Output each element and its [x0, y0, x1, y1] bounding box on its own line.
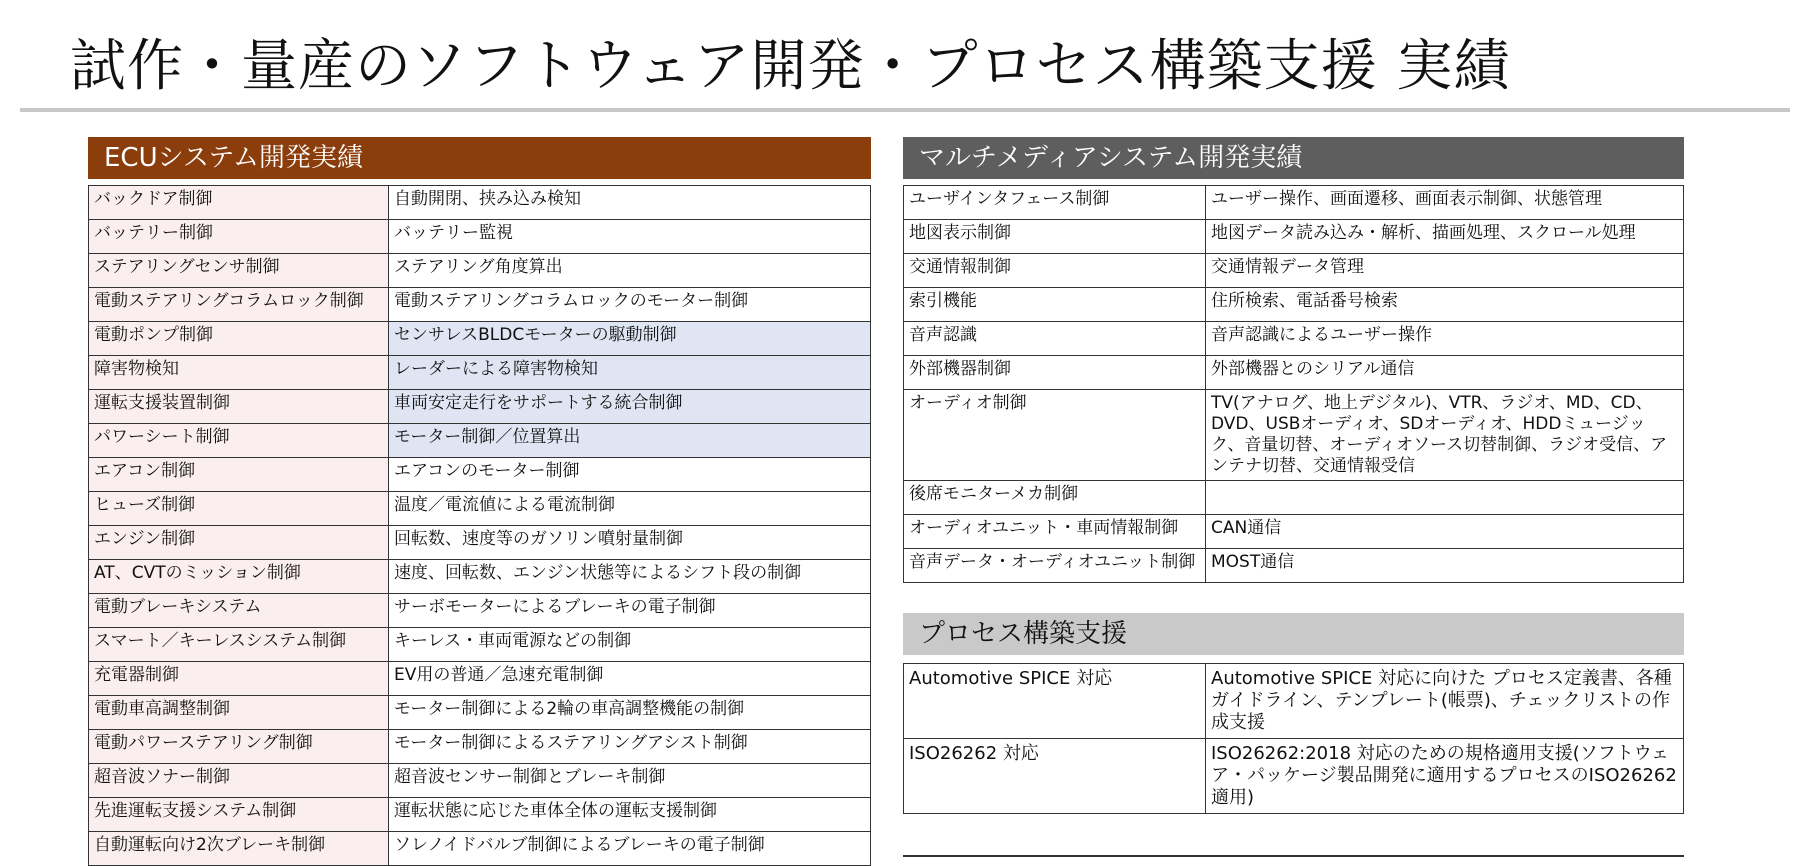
row-description-cell: モーター制御／位置算出 — [389, 424, 871, 458]
table-row — [904, 186, 1684, 220]
table-row — [904, 481, 1684, 515]
table-row — [89, 458, 871, 492]
row-name-cell: 電動ブレーキシステム — [89, 594, 389, 628]
row-description-cell: キーレス・車両電源などの制御 — [389, 628, 871, 662]
row-name-cell: 超音波ソナー制御 — [89, 764, 389, 798]
row-description-cell: TV(アナログ、地上デジタル)、VTR、ラジオ、MD、CD、DVD、USBオーディオ、SDオーディオ、HDDミュージック、音量切替、オーディオソース切替制御、ラジオ受信、アンテナ切替、交通情報受信 — [1206, 390, 1684, 481]
table-row — [89, 424, 871, 458]
row-description-cell: ユーザー操作、画面遷移、画面表示制御、状態管理 — [1206, 186, 1684, 220]
table-row — [904, 288, 1684, 322]
row-name-cell: ユーザインタフェース制御 — [904, 186, 1206, 220]
row-name-cell: エアコン制御 — [89, 458, 389, 492]
table-row — [89, 560, 871, 594]
row-name-cell: 電動パワーステアリング制御 — [89, 730, 389, 764]
row-description-cell: 超音波センサー制御とブレーキ制御 — [389, 764, 871, 798]
row-name-cell: 音声認識 — [904, 322, 1206, 356]
row-name-cell: ヒューズ制御 — [89, 492, 389, 526]
row-description-cell: ISO26262:2018 対応のための規格適用支援(ソフトウェア・パッケージ製品開発に適用するプロセスのISO26262適用) — [1206, 739, 1684, 814]
row-name-cell: 音声データ・オーディオユニット制御 — [904, 549, 1206, 583]
row-description-cell: バッテリー監視 — [389, 220, 871, 254]
row-name-cell: 先進運転支援システム制御 — [89, 798, 389, 832]
table-row — [904, 322, 1684, 356]
table-row — [89, 832, 871, 866]
row-description-cell: モーター制御による2輪の車高調整機能の制御 — [389, 696, 871, 730]
row-name-cell: ステアリングセンサ制御 — [89, 254, 389, 288]
row-name-cell: 交通情報制御 — [904, 254, 1206, 288]
table-row — [904, 356, 1684, 390]
row-description-cell: 外部機器とのシリアル通信 — [1206, 356, 1684, 390]
row-name-cell: オーディオ制御 — [904, 390, 1206, 481]
media-section — [903, 137, 1684, 583]
row-name-cell: 索引機能 — [904, 288, 1206, 322]
row-description-cell: Automotive SPICE 対応に向けた プロセス定義書、各種ガイドライン、テンプレート(帳票)、チェックリストの作成支援 — [1206, 664, 1684, 739]
row-name-cell: 外部機器制御 — [904, 356, 1206, 390]
row-name-cell: パワーシート制御 — [89, 424, 389, 458]
row-description-cell: 車両安定走行をサポートする統合制御 — [389, 390, 871, 424]
table-row — [89, 390, 871, 424]
table-row — [904, 390, 1684, 481]
row-name-cell: 障害物検知 — [89, 356, 389, 390]
media-section-header: マルチメディアシステム開発実績 — [903, 137, 1684, 179]
row-description-cell: EV用の普通／急速充電制御 — [389, 662, 871, 696]
table-row — [89, 628, 871, 662]
table-row — [89, 492, 871, 526]
row-name-cell: バックドア制御 — [89, 186, 389, 220]
table-row — [89, 288, 871, 322]
table-row — [904, 515, 1684, 549]
table-row — [89, 798, 871, 832]
ecu-table — [88, 185, 871, 866]
row-description-cell: ソレノイドバルブ制御によるブレーキの電子制御 — [389, 832, 871, 866]
row-description-cell: MOST通信 — [1206, 549, 1684, 583]
table-row — [89, 594, 871, 628]
row-description-cell: ステアリング角度算出 — [389, 254, 871, 288]
row-name-cell: 地図表示制御 — [904, 220, 1206, 254]
table-row — [904, 220, 1684, 254]
table-row — [904, 739, 1684, 814]
table-row — [89, 322, 871, 356]
ecu-section-header: ECUシステム開発実績 — [88, 137, 871, 179]
row-description-cell: 自動開閉、挟み込み検知 — [389, 186, 871, 220]
row-name-cell: バッテリー制御 — [89, 220, 389, 254]
row-name-cell: AT、CVTのミッション制御 — [89, 560, 389, 594]
ecu-section — [88, 137, 871, 866]
page-title: 試作・量産のソフトウェア開発・プロセス構築支援 実績 — [70, 34, 1511, 99]
process-section-header: プロセス構築支援 — [903, 613, 1684, 655]
next-section-edge — [903, 855, 1684, 857]
row-description-cell: 運転状態に応じた車体全体の運転支援制御 — [389, 798, 871, 832]
table-row — [89, 186, 871, 220]
row-description-cell: レーダーによる障害物検知 — [389, 356, 871, 390]
table-row — [89, 356, 871, 390]
table-row — [89, 764, 871, 798]
row-name-cell: 電動ステアリングコラムロック制御 — [89, 288, 389, 322]
row-description-cell: 回転数、速度等のガソリン噴射量制御 — [389, 526, 871, 560]
row-description-cell: エアコンのモーター制御 — [389, 458, 871, 492]
row-description-cell: 住所検索、電話番号検索 — [1206, 288, 1684, 322]
row-name-cell: 運転支援装置制御 — [89, 390, 389, 424]
table-row — [904, 549, 1684, 583]
table-row — [89, 696, 871, 730]
row-name-cell: 充電器制御 — [89, 662, 389, 696]
row-description-cell: CAN通信 — [1206, 515, 1684, 549]
table-row — [904, 254, 1684, 288]
process-section — [903, 613, 1684, 814]
row-name-cell: 自動運転向け2次ブレーキ制御 — [89, 832, 389, 866]
table-row — [89, 526, 871, 560]
row-name-cell: 後席モニターメカ制御 — [904, 481, 1206, 515]
row-description-cell — [1206, 481, 1684, 515]
table-row — [89, 730, 871, 764]
row-name-cell: 電動車高調整制御 — [89, 696, 389, 730]
row-name-cell: Automotive SPICE 対応 — [904, 664, 1206, 739]
row-name-cell: オーディオユニット・車両情報制御 — [904, 515, 1206, 549]
row-description-cell: 地図データ読み込み・解析、描画処理、スクロール処理 — [1206, 220, 1684, 254]
row-description-cell: サーボモーターによるブレーキの電子制御 — [389, 594, 871, 628]
row-description-cell: モーター制御によるステアリングアシスト制御 — [389, 730, 871, 764]
row-description-cell: 交通情報データ管理 — [1206, 254, 1684, 288]
row-name-cell: ISO26262 対応 — [904, 739, 1206, 814]
media-table — [903, 185, 1684, 583]
row-description-cell: 音声認識によるユーザー操作 — [1206, 322, 1684, 356]
title-divider — [20, 108, 1790, 112]
table-row — [89, 662, 871, 696]
row-description-cell: 電動ステアリングコラムロックのモーター制御 — [389, 288, 871, 322]
table-row — [904, 664, 1684, 739]
row-name-cell: 電動ポンプ制御 — [89, 322, 389, 356]
row-description-cell: センサレスBLDCモーターの駆動制御 — [389, 322, 871, 356]
row-description-cell: 温度／電流値による電流制御 — [389, 492, 871, 526]
row-description-cell: 速度、回転数、エンジン状態等によるシフト段の制御 — [389, 560, 871, 594]
process-table — [903, 663, 1684, 814]
row-name-cell: エンジン制御 — [89, 526, 389, 560]
row-name-cell: スマート／キーレスシステム制御 — [89, 628, 389, 662]
table-row — [89, 220, 871, 254]
table-row — [89, 254, 871, 288]
